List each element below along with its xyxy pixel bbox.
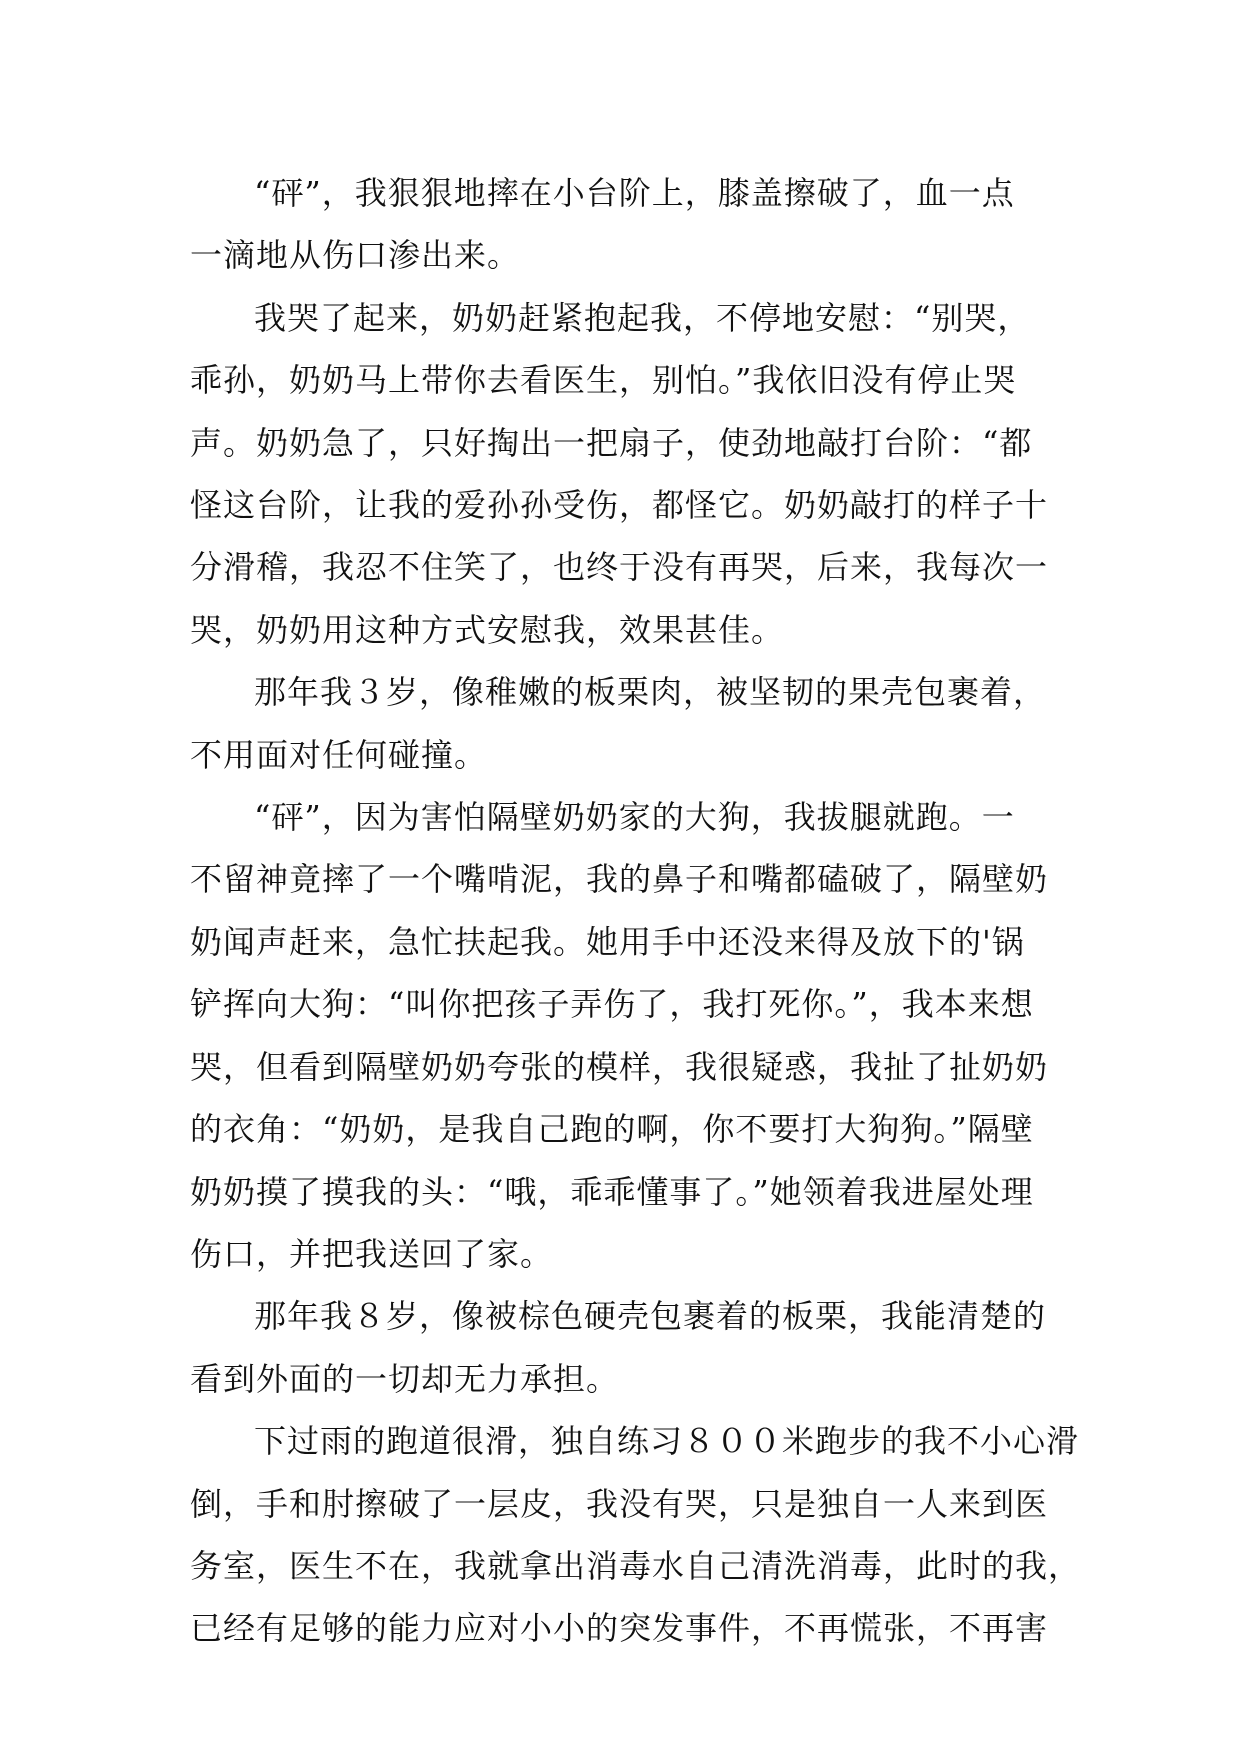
text-line: 我哭了起来，奶奶赶紧抱起我，不停地安慰：“别哭， [254,298,1031,337]
text-line: 不用面对任何碰撞。 [190,735,488,774]
text-line: 务室，医生不在，我就拿出消毒水自己清洗消毒，此时的我， [190,1546,1082,1585]
text-line: 奶奶摸了摸我的头：“哦，乖乖懂事了。”她领着我进屋处理 [190,1172,1034,1211]
text-line: 乖孙，奶奶马上带你去看医生，别怕。”我依旧没有停止哭 [190,361,1017,400]
text-line: 的衣角：“奶奶，是我自己跑的啊，你不要打大狗狗。”隔壁 [190,1110,1034,1149]
text-line: 那年我８岁，像被棕色硬壳包裹着的板栗，我能清楚的 [254,1297,1047,1336]
text-line: 铲挥向大狗：“叫你把孩子弄伤了，我打死你。”，我本来想 [190,985,1034,1024]
text-line: 下过雨的跑道很滑，独自练习８００米跑步的我不小心滑 [254,1422,1080,1461]
text-line: 怪这台阶，让我的爱孙孙受伤，都怪它。奶奶敲打的样子十 [190,486,1049,525]
text-line: 哭，奶奶用这种方式安慰我，效果甚佳。 [190,610,785,649]
text-line: 看到外面的一切却无力承担。 [190,1359,620,1398]
text-line: 一滴地从伤口渗出来。 [190,236,521,275]
text-line: 奶闻声赶来，急忙扶起我。她用手中还没来得及放下的'锅 [190,922,1025,961]
text-line: 哭，但看到隔壁奶奶夸张的模样，我很疑惑，我扯了扯奶奶 [190,1047,1049,1086]
essay-text [190,162,1082,1660]
text-line: 已经有足够的能力应对小小的突发事件，不再慌张，不再害 [190,1609,1049,1648]
text-line: 伤口，并把我送回了家。 [190,1234,554,1273]
text-line: 那年我３岁，像稚嫩的板栗肉，被坚韧的果壳包裹着， [254,673,1047,712]
text-line: “砰”，因为害怕隔壁奶奶家的大狗，我拔腿就跑。一 [254,798,1015,837]
text-line: 声。奶奶急了，只好掏出一把扇子，使劲地敲打台阶：“都 [190,423,1033,462]
text-line: 倒，手和肘擦破了一层皮，我没有哭，只是独自一人来到医 [190,1484,1049,1523]
text-line: “砰”，我狠狠地摔在小台阶上，膝盖擦破了，血一点 [254,174,1015,212]
text-line: 不留神竟摔了一个嘴啃泥，我的鼻子和嘴都磕破了，隔壁奶 [190,860,1049,899]
text-line: 分滑稽，我忍不住笑了，也终于没有再哭，后来，我每次一 [190,548,1049,587]
